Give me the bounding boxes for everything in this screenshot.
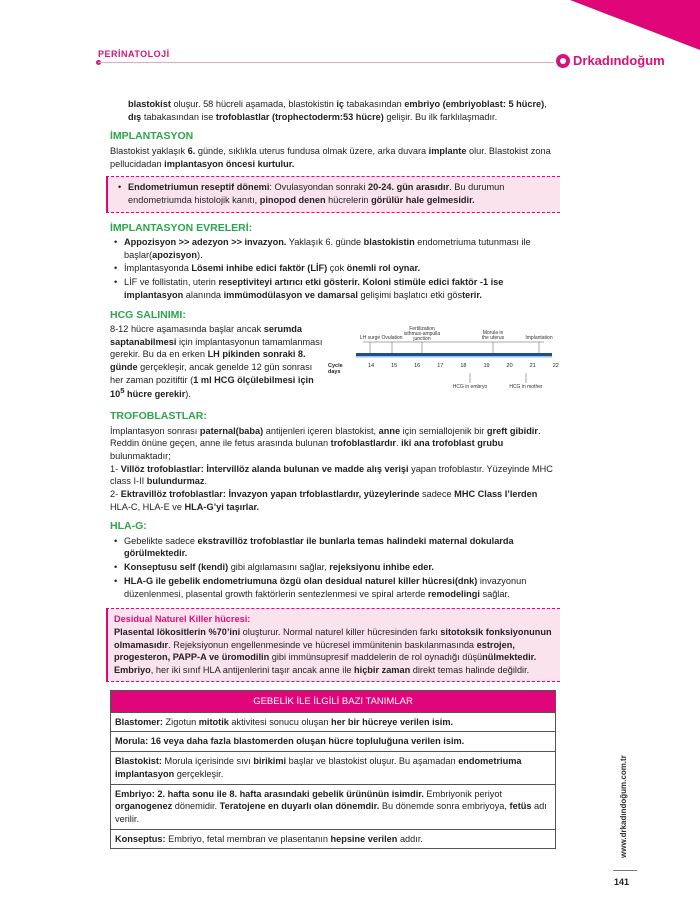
hl2-b1: Konseptusu self (kendi) (124, 562, 229, 573)
ev1-b1: Appozisyon >> adezyon >> invazyon. (124, 237, 287, 248)
implantasyon-text-4: implante (428, 145, 467, 156)
d1-t1: Zigotun (163, 716, 199, 727)
ev1-t2: endometriuma tutunması ile başlar( (124, 237, 531, 260)
dnk-b5: hiçbir zaman (354, 664, 411, 675)
d4-b4: fetüs (509, 801, 532, 812)
dnk-title: Desidual Naturel Killer hücresi: (114, 614, 251, 625)
tr-b2: anne (378, 425, 401, 436)
fert-label-2: isthmus-ampulla (403, 331, 441, 338)
endo-t2: . Bu durumun endometriumda histolojik kanıtı, (128, 182, 505, 205)
ev3-t3: gelişimi başlatıcı etki gös (357, 289, 463, 300)
tr-l2d: İnvazyon yapan trfoblastlardır, yüzeylerinde (228, 488, 420, 499)
hlag-list (110, 535, 556, 600)
logo (556, 52, 665, 70)
endo-b3: pinopod denen (259, 194, 326, 205)
hcg-b3: 1 ml HCG ölçülebilmesi için 10 (110, 374, 314, 400)
hl3-b2: remodelingi (427, 588, 480, 599)
page-content (110, 98, 559, 849)
tr-b1: paternal(baba) (199, 425, 264, 436)
ev3-b1: reseptiviteyi artırıcı etki gösterir. Koloni stimüle edici faktör -1 ise implantasyon (124, 277, 504, 300)
def-row-morula (111, 731, 555, 751)
tick-labels (368, 363, 559, 369)
ev1-b2: blastokistin (363, 237, 415, 248)
tick-label: 20 (506, 363, 513, 370)
d4-b: Embriyo: 2. hafta sonu ile 8. hafta arasındaki gebelik ürününün isimdir. (115, 788, 424, 799)
hcg-b1: serumda saptanabilmesi (110, 324, 303, 347)
tr-l1d: İntervillöz alanda bulunan ve madde alış verişi (206, 463, 409, 474)
hcg-sup: 5 (120, 386, 125, 396)
hcg-b4: hücre gerekir (124, 389, 186, 400)
implantasyon-text-2: 6. (187, 145, 196, 156)
dnk-b2: sitotoksik fonksiyonunun olmamasıdır (114, 626, 552, 650)
intro-text-2: oluşur. 58 hücreli aşamada, blastokistin (170, 99, 337, 109)
dnk-b1: Plasental lökositlerin %70’ini (114, 626, 241, 637)
d4-b2: organogenez (115, 801, 173, 812)
timeline-bar (356, 353, 552, 356)
tick-label: 18 (460, 363, 467, 370)
evreler-item-2 (124, 262, 556, 275)
tr-l1f: bulundurmaz (146, 476, 205, 487)
d1-b: Blastomer: (115, 716, 163, 727)
evreler-list (110, 236, 556, 301)
morula-label: Morula in (482, 330, 504, 337)
implantasyon-text-5: olur. Blastokist zona pellucidadan (110, 145, 551, 169)
hcg-t3: gerçekleşir, ancak genelde 12 gün sonrası her zaman pozitiftir ( (110, 362, 313, 385)
tr-l2h: HLA-G’yi taşırlar. (184, 501, 260, 512)
hcg-timeline-figure (328, 323, 559, 403)
d1-b2: mitotik (198, 716, 229, 727)
tr-l1g: . (204, 476, 208, 487)
tr-l1b: Villöz trofoblastlar: (120, 463, 204, 474)
dnk-b4: nülmektedir. Embriyo (114, 652, 537, 675)
tr-t4: . Reddin önüne geçen, anne ile fetus arasında bulunan (110, 425, 541, 449)
ev1-t1: Yaklaşık 6. günde (286, 237, 364, 248)
endo-b2: 20-24. gün arasıdır (367, 182, 450, 193)
d4-t1: Embriyonik periyot (423, 788, 502, 799)
days-label: days (328, 369, 341, 376)
page-number-rule (613, 870, 637, 871)
intro-text-6: , (544, 99, 547, 109)
trofo-item-2 (110, 488, 556, 513)
def-row-konseptus (111, 829, 555, 849)
intro-paragraph (110, 98, 556, 123)
hlag-item-1 (124, 535, 556, 560)
tick-label: 15 (391, 363, 398, 370)
d4-b3: Teratojene en duyarlı olan dönemdir. (219, 801, 380, 812)
hl3-t1: invazyonun düzenlenmesi, plasental growth faktörlerin sentezlenmesi ve spiral arterde (124, 575, 527, 599)
tr-l2b: Ektravillöz trofoblastlar: (120, 488, 226, 499)
dnk-callout (106, 608, 560, 681)
ev2-t2: çok (327, 263, 347, 274)
endo-b1: Endometriumun reseptif dönemi (128, 182, 270, 193)
hcg-embryo-label: HCG in embryo (452, 384, 488, 391)
hl1-b1: ekstravillöz trofoblastlar ile bunlarla temas halindeki maternal dokularda görülmektedir. (124, 535, 514, 559)
tr-b5: iki ana trofoblast grubu (401, 438, 504, 449)
hcg-paragraph (110, 323, 328, 403)
page-number: 141 (614, 877, 630, 887)
hcg-t2: için implantasyonun tamamlanması gerekir. Bu da en erken (110, 336, 323, 360)
d4-t3: Bu dönemde sonra embriyoya, (379, 801, 510, 812)
d1-t2: aktivitesi sonucu oluşan (228, 716, 332, 727)
trofo-paragraph (110, 425, 556, 463)
dnk-t1: oluşturur. Normal naturel killer hücresinden farkı (240, 626, 441, 637)
ev2-b2: önemli rol oynar. (346, 263, 421, 274)
intro-text-10: gelişir. Bu ilk farklılaşmadır. (383, 111, 498, 122)
implantasyon-text-3: günde, sıklıkla uterus fundusa olmak üzere, arka duvara (195, 145, 429, 156)
ev1-b3: apozisyon (152, 249, 198, 260)
tr-t5: . (396, 438, 402, 449)
tick-label: 22 (552, 363, 559, 370)
tr-t1: İmplantasyon sonrası (110, 425, 200, 436)
intro-text-5: embriyo (embriyoblast: 5 hücre) (404, 99, 545, 109)
intro-text-1: blastokist (128, 99, 171, 109)
endometrium-item (128, 181, 552, 206)
tr-l2a: 2- (110, 488, 121, 499)
section-header: PERİNATOLOJİ (98, 49, 170, 59)
d3-b: Blastokist: (115, 756, 162, 767)
d3-t2: başlar ve blastokist oluşur. Bu aşamadan (286, 756, 459, 767)
d1-b3: her bir hücreye verilen isim. (331, 716, 454, 727)
tick-label: 16 (414, 363, 421, 370)
section-title-trofo: TROFOBLASTLAR: (110, 410, 207, 423)
logo-icon (556, 54, 570, 68)
implantasyon-paragraph (110, 145, 556, 170)
d3-b3: endometriuma implantasyon (115, 756, 522, 779)
dnk-t5: direkt temas halinde değildir. (410, 664, 530, 675)
tr-b3: greft gibidir (486, 425, 538, 436)
d2-b: Morula: 16 veya daha fazla blastomerden oluşan hücre topluluğuna verilen isim. (115, 736, 465, 747)
d3-b2: birikimi (253, 756, 287, 767)
endo-t3: hücrelerin (325, 194, 372, 205)
tick-label: 21 (529, 363, 536, 370)
corner-decoration (570, 0, 700, 50)
morula-label-2: the uterus (481, 335, 505, 342)
section-title-implantasyon: İMPLANTASYON (110, 130, 194, 143)
d3-t1: Morula içerisinde sıvı (161, 756, 254, 767)
endometrium-list (114, 181, 552, 206)
tr-t3: için semiallojenik bir (400, 425, 487, 436)
hl2-t1: gibi algılamasını sağlar, (228, 562, 330, 573)
side-url-container (618, 755, 630, 858)
dnk-t3: gibi immünsupresif maddelerin de rol oynadığı düşü (269, 652, 483, 663)
d4-t4: adı verilir. (115, 801, 547, 824)
section-title-hcg: HCG SALINIMI: (110, 308, 186, 321)
tr-l1e: yapan trofoblastır. Yüzeyinde MHC class I-II (110, 463, 553, 487)
hcg-row (110, 323, 559, 403)
hlag-item-2 (124, 561, 556, 574)
def-row-blastokist (111, 751, 555, 783)
tr-l1a: 1- (110, 463, 121, 474)
intro-text-9: trofoblastlar (trophectoderm:53 hücre) (215, 111, 384, 122)
hl2-b2: rejeksiyonu inhibe eder. (329, 562, 434, 573)
d5-t2: addır. (397, 833, 423, 844)
header-rule (98, 62, 554, 63)
evreler-item-3 (124, 276, 556, 301)
dnk-b3: estrojen, progesteron, PAPP-A ve üromodilin (114, 639, 515, 663)
d3-t3: gerçekleşir. (174, 768, 224, 779)
hl3-b1: HLA-G ile gebelik endometriumuna özgü olan desidual naturel killer hücresi(dnk) (124, 575, 478, 586)
dnk-t4: , her iki sınıf HLA antijenlerini taşır ancak anne ile (150, 664, 355, 675)
d5-b2: hepsine verilen (330, 833, 398, 844)
implantasyon-text-1: Blastokist yaklaşık (110, 145, 188, 156)
tr-t2: antijenleri içeren blastokist, (263, 425, 379, 436)
tick-label: 14 (367, 363, 375, 370)
ev3-t2: alanında (183, 289, 224, 300)
evreler-item-1 (124, 236, 556, 261)
callout-bar (106, 177, 108, 211)
lh-label: LH surge (359, 335, 381, 342)
implantation-label: Implantation (525, 335, 553, 342)
section-title-hlag: HLA-G: (110, 520, 147, 533)
intro-text-8: tabakasından ise (141, 111, 216, 122)
tr-t6: bulunmaktadır; (110, 450, 171, 461)
definitions-table (110, 690, 556, 850)
def-row-embriyo (111, 784, 555, 829)
tick-label: 17 (437, 363, 444, 370)
ev3-b2: immümodülasyon ve damarsal (223, 289, 358, 300)
intro-text-3: iç (336, 99, 345, 109)
tick-label: 19 (483, 363, 490, 370)
hcg-t4: ). (185, 389, 191, 400)
endo-t1: : Ovulasyondan sonraki (269, 182, 368, 193)
fert-label: Fertilization (409, 326, 435, 333)
fert-label-3: junction (413, 336, 431, 343)
ev2-t1: İmplantasyonda (124, 263, 192, 274)
ev2-b1: Lösemi inhibe edici faktör (LİF) (191, 263, 328, 274)
timeline-bar-shadow (356, 356, 552, 358)
dnk-t2: . Rejeksiyonun engellenmesinde ve hücresel immünitenin baskılanmasında (168, 639, 477, 650)
hl1-t1: Gebelikte sadece (124, 535, 198, 546)
section-title-evreler: İMPLANTASYON EVRELERİ: (110, 221, 253, 234)
hl3-t2: sağlar. (479, 588, 510, 599)
hcg-timeline-svg (328, 323, 559, 403)
hlag-item-3 (124, 575, 556, 600)
ovulation-label: Ovulation (381, 335, 403, 342)
definitions-header: GEBELİK İLE İLGİLİ BAZI TANIMLAR (111, 691, 555, 712)
tr-l2f: MHC Class I’lerden (454, 488, 538, 499)
endo-b4: görülür hale gelmesidir. (371, 194, 475, 205)
side-url: www.drkadındoğum.com.tr (619, 755, 628, 858)
hcg-t1: 8-12 hücre aşamasında başlar ancak (110, 324, 264, 335)
tr-b4: trofoblastlardır (330, 438, 397, 449)
implantasyon-text-6: implantasyon öncesi kurtulur. (164, 158, 295, 169)
def-row-blastomer (111, 712, 555, 732)
intro-text-7: dış (128, 111, 142, 122)
d5-b: Konseptus: (115, 833, 166, 844)
endometrium-callout (106, 176, 560, 212)
dnk-paragraph (114, 626, 552, 677)
trofo-item-1 (110, 463, 556, 488)
hcg-mother-label: HCG in mother (509, 384, 543, 391)
dnk-callout-bar (106, 609, 108, 680)
cycle-label: Cycle (328, 363, 343, 370)
logo-text: Drkadındoğum (573, 53, 665, 68)
ev1-t3: ). (197, 249, 203, 260)
tr-l2e: sadece (419, 488, 455, 499)
d4-t2: dönemidir. (172, 801, 220, 812)
d5-t1: Embriyo, fetal membran ve plasentanın (165, 833, 331, 844)
hcg-b2: LH pikinden sonraki 8. günde (110, 349, 306, 373)
ev3-t1: LİF ve follistatin, uterin (124, 277, 219, 288)
tr-l2g: HLA-C, HLA-E ve (110, 501, 185, 512)
intro-text-4: tabakasından (344, 99, 405, 109)
ev3-b3: terir. (462, 289, 482, 300)
